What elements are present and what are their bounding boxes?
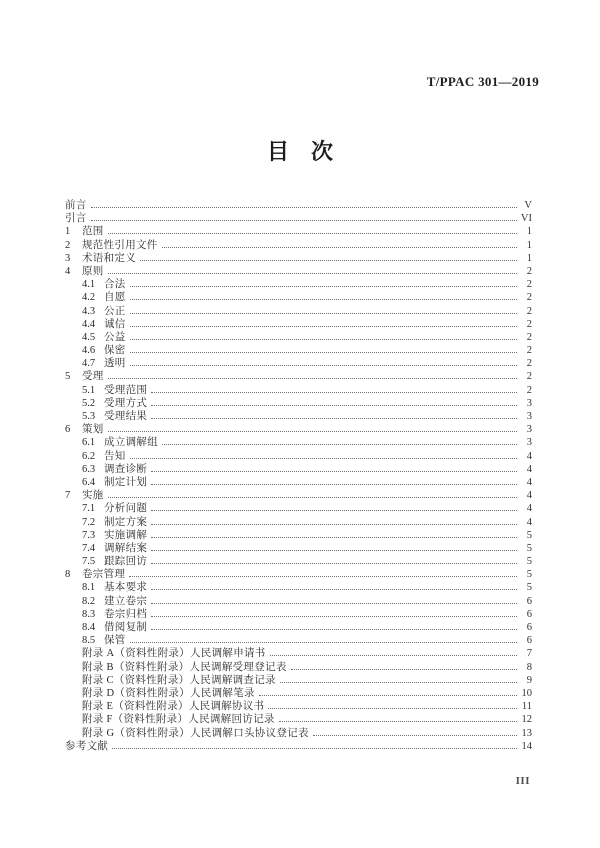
toc-row xyxy=(65,595,532,608)
toc-leader-dots xyxy=(108,378,517,379)
toc-entry-title: 受理结果 xyxy=(104,411,148,422)
toc-row xyxy=(65,581,532,594)
toc-entry-title: 附录 A（资料性附录）人民调解申请书 xyxy=(82,648,266,660)
toc-entry-number: 7.2 xyxy=(82,516,96,528)
toc-entry-title: 原则 xyxy=(82,265,104,277)
toc-entry-number: 6.2 xyxy=(82,450,96,462)
toc-row xyxy=(65,740,532,753)
toc-row xyxy=(65,555,532,568)
toc-entry-title: 制定方案 xyxy=(104,516,148,528)
toc-leader-dots xyxy=(151,537,517,538)
toc-page-number: 4 xyxy=(526,503,532,515)
toc-leader-dots xyxy=(112,748,517,749)
toc-entry-title: 附录 E（资料性附录）人民调解协议书 xyxy=(82,701,265,713)
toc-leader-dots xyxy=(151,629,517,630)
toc-entry-title: 受理方式 xyxy=(104,397,148,409)
toc-leader-dots xyxy=(130,365,517,366)
toc-leader-dots xyxy=(151,550,517,551)
toc-entry-number: 8.5 xyxy=(82,635,96,647)
toc-entry-title: 分析问题 xyxy=(104,503,148,515)
toc-entry-number: 4.7 xyxy=(82,358,96,370)
toc-row xyxy=(65,661,532,674)
toc-entry-title: 卷宗归档 xyxy=(104,608,148,620)
toc-entry-title: 建立卷宗 xyxy=(104,595,148,607)
toc-leader-dots xyxy=(151,524,517,525)
toc-page-number: 2 xyxy=(526,265,532,277)
toc-page-number: V xyxy=(524,200,532,211)
toc-row xyxy=(65,621,532,634)
toc-page-number: VI xyxy=(520,213,532,225)
toc-row xyxy=(65,199,532,212)
toc-entry-number: 7.1 xyxy=(82,503,96,515)
toc-row xyxy=(65,252,532,265)
toc-entry-number: 4.4 xyxy=(82,318,96,330)
toc-entry-title: 借阅复制 xyxy=(104,622,148,633)
toc-page-number: 3 xyxy=(526,397,532,409)
toc-entry-number: 7 xyxy=(65,490,71,502)
toc-row xyxy=(65,568,532,581)
toc-leader-dots xyxy=(151,484,517,485)
toc-list xyxy=(65,199,532,753)
toc-row xyxy=(65,516,532,529)
toc-entry-title: 受理 xyxy=(82,371,104,383)
toc-leader-dots xyxy=(151,392,517,393)
toc-row xyxy=(65,344,532,357)
toc-leader-dots xyxy=(270,655,517,656)
toc-leader-dots xyxy=(130,339,517,340)
toc-page-number: 7 xyxy=(526,648,532,660)
toc-leader-dots xyxy=(91,220,517,221)
toc-row xyxy=(65,225,532,238)
toc-leader-dots xyxy=(151,510,517,511)
toc-leader-dots xyxy=(130,326,517,327)
toc-leader-dots xyxy=(130,458,517,459)
toc-row xyxy=(65,489,532,502)
toc-entry-number: 8.1 xyxy=(82,582,96,594)
toc-row xyxy=(65,318,532,331)
toc-page-number: 3 xyxy=(526,411,532,422)
toc-page-number: 1 xyxy=(526,239,532,251)
toc-row xyxy=(65,397,532,410)
toc-leader-dots xyxy=(108,431,517,432)
toc-row xyxy=(65,476,532,489)
toc-row xyxy=(65,450,532,463)
toc-entry-number: 2 xyxy=(65,239,71,251)
toc-page-number: 5 xyxy=(526,542,532,554)
toc-row xyxy=(65,542,532,555)
toc-row xyxy=(65,687,532,700)
toc-entry-title: 附录 D（资料性附录）人民调解笔录 xyxy=(82,687,255,699)
toc-leader-dots xyxy=(162,247,517,248)
toc-row xyxy=(65,727,532,740)
toc-page-number: 9 xyxy=(526,674,532,686)
toc-leader-dots xyxy=(151,616,517,617)
toc-entry-title: 附录 F（资料性附录）人民调解回访记录 xyxy=(82,714,275,726)
toc-entry-number: 4.6 xyxy=(82,345,96,357)
toc-leader-dots xyxy=(162,444,517,445)
toc-page-number: 6 xyxy=(526,635,532,647)
toc-row xyxy=(65,305,532,318)
toc-leader-dots xyxy=(151,603,517,604)
toc-page-number: 8 xyxy=(526,661,532,673)
toc-entry-title: 术语和定义 xyxy=(82,252,136,264)
toc-entry-number: 6.3 xyxy=(82,463,96,475)
toc-entry-number: 7.3 xyxy=(82,529,96,541)
toc-page-number: 11 xyxy=(521,701,532,713)
toc-entry-title: 附录 B（资料性附录）人民调解受理登记表 xyxy=(82,661,287,673)
toc-page-number: 6 xyxy=(526,608,532,620)
toc-leader-dots xyxy=(259,695,517,696)
toc-entry-title: 附录 G（资料性附录）人民调解口头协议登记表 xyxy=(82,727,309,739)
toc-row xyxy=(65,502,532,515)
toc-page-number: 2 xyxy=(526,384,532,396)
toc-page-number: 4 xyxy=(526,463,532,475)
toc-entry-title: 引言 xyxy=(65,213,87,225)
toc-entry-title: 保密 xyxy=(104,345,126,357)
toc-row xyxy=(65,423,532,436)
toc-page-number: 4 xyxy=(526,450,532,462)
toc-page-number: 5 xyxy=(526,556,532,568)
toc-entry-number: 4 xyxy=(65,265,71,277)
toc-row xyxy=(65,410,532,423)
toc-entry-number: 3 xyxy=(65,252,71,264)
footer-page-number: III xyxy=(515,775,530,787)
toc-entry-title: 跟踪回访 xyxy=(104,556,148,568)
toc-page-number: 2 xyxy=(526,345,532,357)
toc-entry-number: 7.4 xyxy=(82,542,96,554)
toc-row xyxy=(65,239,532,252)
toc-entry-number: 5.1 xyxy=(82,384,96,396)
toc-page-number: 1 xyxy=(526,226,532,238)
toc-page-number: 3 xyxy=(526,437,532,449)
toc-entry-number: 6.1 xyxy=(82,437,96,449)
toc-entry-title: 基本要求 xyxy=(104,582,148,594)
toc-entry-number: 1 xyxy=(65,226,71,238)
toc-entry-number: 6.4 xyxy=(82,476,96,488)
toc-entry-number: 8 xyxy=(65,569,71,581)
toc-leader-dots xyxy=(130,313,517,314)
toc-page-number: 2 xyxy=(526,358,532,370)
toc-page-number: 10 xyxy=(521,687,532,699)
toc-page-number: 3 xyxy=(526,424,532,436)
toc-leader-dots xyxy=(129,576,517,577)
toc-leader-dots xyxy=(151,589,517,590)
toc-row xyxy=(65,700,532,713)
toc-row xyxy=(65,713,532,726)
toc-entry-number: 8.2 xyxy=(82,595,96,607)
toc-leader-dots xyxy=(279,721,517,722)
toc-leader-dots xyxy=(151,418,517,419)
toc-entry-title: 合法 xyxy=(104,279,126,291)
toc-row xyxy=(65,647,532,660)
toc-row xyxy=(65,463,532,476)
toc-entry-title: 保管 xyxy=(104,635,126,647)
toc-entry-title: 成立调解组 xyxy=(104,437,158,449)
toc-row xyxy=(65,370,532,383)
toc-entry-title: 调解结案 xyxy=(104,542,148,554)
toc-entry-number: 5 xyxy=(65,371,71,383)
standard-number-header: T/PPAC 301—2019 xyxy=(426,74,539,89)
toc-page-number: 4 xyxy=(526,476,532,488)
toc-entry-title: 调查诊断 xyxy=(104,463,148,475)
toc-page-number: 14 xyxy=(521,740,532,752)
toc-row xyxy=(65,265,532,278)
toc-entry-number: 4.5 xyxy=(82,331,96,343)
toc-leader-dots xyxy=(130,642,517,643)
toc-entry-title: 卷宗管理 xyxy=(82,569,126,581)
toc-entry-title: 告知 xyxy=(104,450,126,462)
toc-entry-number: 7.5 xyxy=(82,556,96,568)
toc-entry-title: 实施调解 xyxy=(104,529,148,541)
toc-entry-title: 自愿 xyxy=(104,292,126,304)
toc-entry-title: 公益 xyxy=(104,331,126,343)
toc-page-number: 2 xyxy=(526,331,532,343)
toc-entry-title: 制定计划 xyxy=(104,476,148,488)
toc-page-number: 6 xyxy=(526,622,532,633)
toc-entry-number: 5.3 xyxy=(82,411,96,422)
toc-entry-number: 4.1 xyxy=(82,279,96,291)
toc-leader-dots xyxy=(108,497,517,498)
toc-page-number: 4 xyxy=(526,516,532,528)
toc-leader-dots xyxy=(130,286,517,287)
toc-page-number: 12 xyxy=(521,714,532,726)
toc-leader-dots xyxy=(108,233,517,234)
toc-leader-dots xyxy=(140,260,517,261)
toc-leader-dots xyxy=(108,273,517,274)
toc-entry-number: 8.3 xyxy=(82,608,96,620)
toc-row xyxy=(65,291,532,304)
toc-leader-dots xyxy=(91,207,517,208)
toc-entry-title: 实施 xyxy=(82,490,104,502)
toc-entry-title: 参考文献 xyxy=(65,740,109,752)
toc-entry-title: 公正 xyxy=(104,305,126,317)
toc-page-number: 6 xyxy=(526,595,532,607)
toc-leader-dots xyxy=(291,669,517,670)
toc-leader-dots xyxy=(313,735,517,736)
toc-entry-title: 透明 xyxy=(104,358,126,370)
toc-entry-title: 规范性引用文件 xyxy=(82,239,158,251)
toc-entry-title: 诚信 xyxy=(104,318,126,330)
toc-entry-title: 附录 C（资料性附录）人民调解调查记录 xyxy=(82,674,276,686)
toc-page-number: 5 xyxy=(526,529,532,541)
toc-row xyxy=(65,634,532,647)
toc-page-number: 2 xyxy=(526,292,532,304)
toc-leader-dots xyxy=(268,708,517,709)
toc-entry-title: 受理范围 xyxy=(104,384,148,396)
toc-page-number: 4 xyxy=(526,490,532,502)
toc-page-number: 2 xyxy=(526,371,532,383)
toc-entry-number: 4.2 xyxy=(82,292,96,304)
toc-page-number: 5 xyxy=(526,582,532,594)
toc-row xyxy=(65,384,532,397)
toc-page-number: 13 xyxy=(521,727,532,739)
toc-page-number: 2 xyxy=(526,305,532,317)
toc-leader-dots xyxy=(151,405,517,406)
toc-leader-dots xyxy=(151,471,517,472)
toc-row xyxy=(65,436,532,449)
toc-page-number: 2 xyxy=(526,279,532,291)
toc-row xyxy=(65,529,532,542)
toc-leader-dots xyxy=(280,682,517,683)
toc-page-number: 5 xyxy=(526,569,532,581)
toc-row xyxy=(65,608,532,621)
toc-row xyxy=(65,674,532,687)
toc-row xyxy=(65,357,532,370)
toc-entry-number: 5.2 xyxy=(82,397,96,409)
toc-row xyxy=(65,331,532,344)
toc-page-number: 1 xyxy=(526,252,532,264)
toc-leader-dots xyxy=(130,299,517,300)
toc-row xyxy=(65,212,532,225)
toc-leader-dots xyxy=(130,352,517,353)
toc-entry-number: 8.4 xyxy=(82,622,96,633)
toc-entry-number: 4.3 xyxy=(82,305,96,317)
toc-entry-number: 6 xyxy=(65,424,71,436)
toc-entry-title: 策划 xyxy=(82,424,104,436)
toc-leader-dots xyxy=(151,563,517,564)
toc-row xyxy=(65,278,532,291)
page-title: 目 次 xyxy=(266,139,333,164)
toc-entry-title: 前言 xyxy=(65,200,87,211)
toc-page-number: 2 xyxy=(526,318,532,330)
toc-entry-title: 范围 xyxy=(82,226,104,238)
